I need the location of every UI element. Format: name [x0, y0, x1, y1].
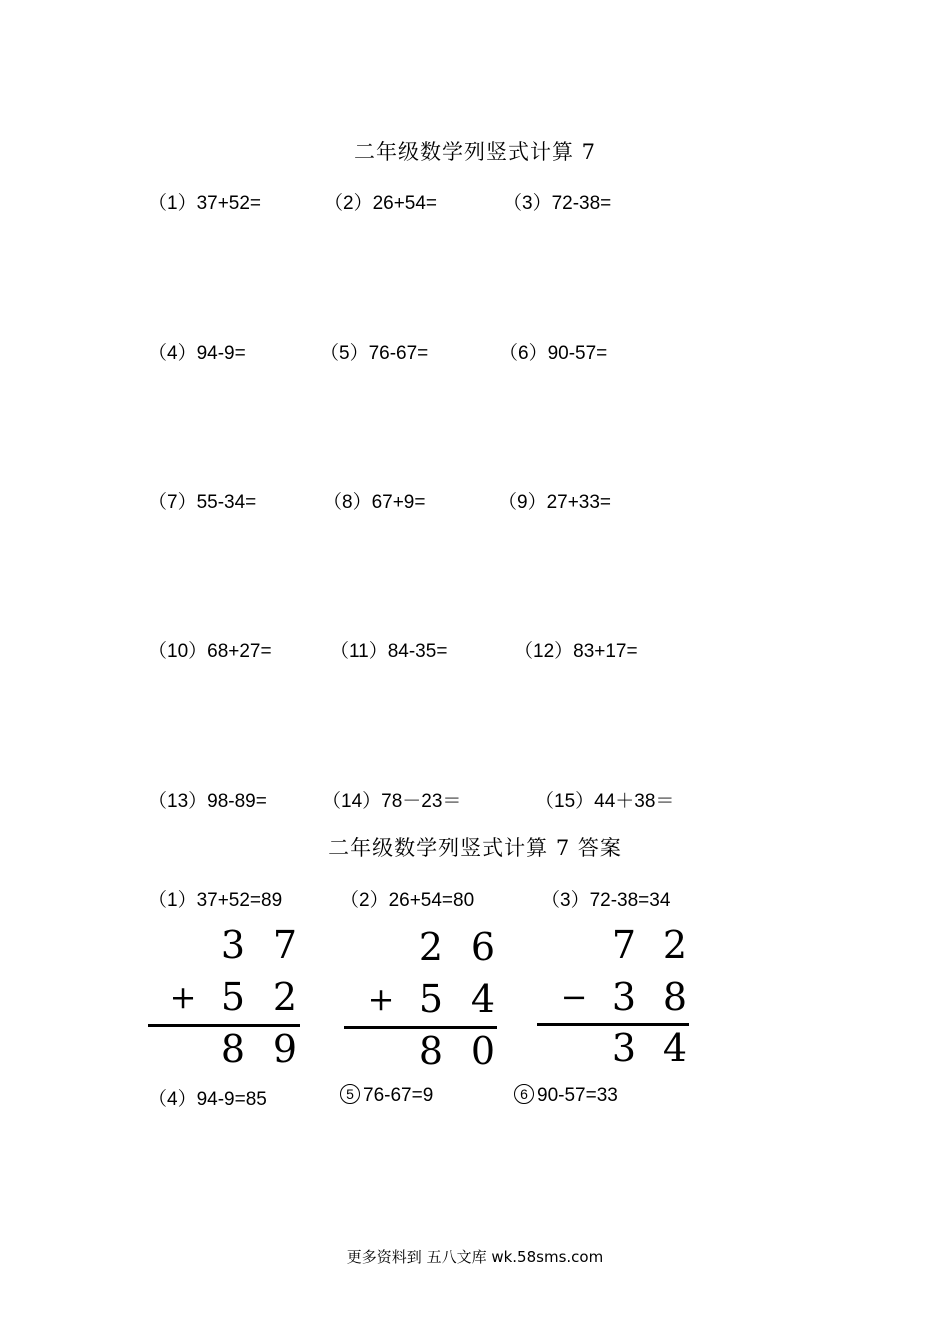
page-title: 二年级数学列竖式计算 7 — [353, 140, 597, 164]
work-3-bottom-ones: 8 — [662, 975, 688, 1019]
problem-3: （3）72-38= — [503, 193, 612, 214]
footer-source: 更多资料到 五八文库 wk.58sms.com — [346, 1248, 604, 1266]
problem-9: （9）27+33= — [498, 492, 612, 513]
answer-2: （2）26+54=80 — [340, 890, 475, 911]
work-2-result-ones: 0 — [470, 1029, 496, 1073]
problem-1: （1）37+52= — [148, 193, 262, 214]
work-1-bottom-tens: 5 — [220, 975, 246, 1019]
problem-12: （12）83+17= — [514, 641, 638, 662]
answer-1: （1）37+52=89 — [148, 890, 283, 911]
work-2-result-tens: 8 — [418, 1029, 444, 1073]
problem-11: （11）84-35= — [330, 641, 448, 662]
work-3-result-ones: 4 — [662, 1026, 688, 1070]
problem-10: （10）68+27= — [148, 641, 272, 662]
work-1-top-ones: 7 — [272, 923, 298, 967]
work-3-result-tens: 3 — [611, 1026, 637, 1070]
answer-title: 二年级数学列竖式计算 7 答案 — [328, 836, 622, 860]
answer-3: （3）72-38=34 — [541, 890, 671, 911]
work-3-operator: − — [560, 978, 588, 1016]
answer-5-text: 76-67=9 — [363, 1085, 434, 1106]
work-1-result-tens: 8 — [220, 1027, 246, 1071]
work-3-top-tens: 7 — [611, 923, 637, 967]
problem-6: （6）90-57= — [499, 343, 608, 364]
work-1-result-ones: 9 — [272, 1027, 298, 1071]
vertical-calc-2 — [344, 925, 504, 1073]
work-2-bottom-ones: 4 — [470, 977, 496, 1021]
problem-14: （14）78－23＝ — [322, 791, 462, 812]
circled-number-5: 5 — [340, 1084, 360, 1104]
vertical-calc-1 — [148, 923, 308, 1071]
work-3-top-ones: 2 — [662, 923, 688, 967]
problem-15: （15）44＋38＝ — [535, 791, 675, 812]
answer-6 — [514, 1084, 618, 1107]
work-2-bottom-tens: 5 — [418, 977, 444, 1021]
work-3-bottom-tens: 3 — [611, 975, 637, 1019]
work-1-bottom-ones: 2 — [272, 975, 298, 1019]
answer-4: （4）94-9=85 — [148, 1089, 267, 1110]
answer-6-text: 90-57=33 — [537, 1085, 618, 1106]
problem-7: （7）55-34= — [148, 492, 257, 513]
work-2-top-ones: 6 — [470, 925, 496, 969]
answer-5 — [340, 1084, 433, 1107]
problem-13: （13）98-89= — [148, 791, 267, 812]
circled-number-6: 6 — [514, 1084, 534, 1104]
problem-5: （5）76-67= — [320, 343, 429, 364]
vertical-calc-3 — [537, 923, 697, 1070]
problem-8: （8）67+9= — [323, 492, 426, 513]
problem-2: （2）26+54= — [324, 193, 438, 214]
work-1-top-tens: 3 — [220, 923, 246, 967]
work-1-operator: + — [169, 978, 197, 1016]
problem-4: （4）94-9= — [148, 343, 246, 364]
work-2-top-tens: 2 — [418, 925, 444, 969]
work-2-operator: + — [367, 980, 395, 1018]
